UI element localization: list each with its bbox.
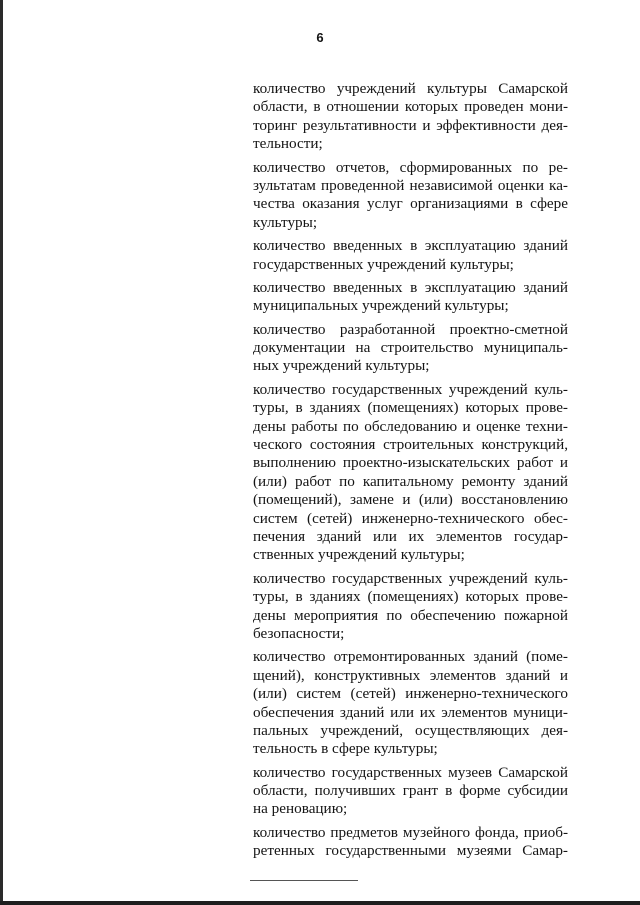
text-line: (помещений), замене и (или) восстановлению [253,491,568,509]
text-line: количество государственных учреждений куль- [253,569,568,587]
text-line: печения зданий или их элементов государ- [253,527,568,545]
text-line: государственных учреждений культуры; [253,255,514,273]
text-line: чества оказания услуг организациями в сфере [253,195,568,213]
text-line: количество государственных музеев Самарской [253,763,568,781]
text-line: систем (сетей) инженерно-технического обес- [253,509,568,527]
text-line: количество государственных учреждений куль- [253,380,568,398]
list-paragraph [253,648,568,758]
text-line: количество предметов музейного фонда, приоб- [253,823,568,841]
text-line: (или) систем (сетей) инженерно-технического [253,685,568,703]
list-paragraph [253,381,568,565]
text-line: количество введенных в эксплуатацию зданий [253,278,568,296]
text-line: количество отремонтированных зданий (поме- [253,648,568,666]
text-line: зультатам проведенной независимой оценки ка- [253,176,568,194]
text-line: выполнению проектно-изыскательских работ и [253,454,568,472]
text-line: культуры; [253,213,318,231]
text-line: тельности; [253,135,323,153]
text-line: безопасности; [253,624,345,642]
text-line: пальных учреждений, осуществляющих дея- [253,721,568,739]
text-line: тельность в сфере культуры; [253,740,438,758]
list-paragraph [253,279,568,316]
list-paragraph [253,159,568,233]
text-column [253,80,568,866]
scan-edge-bottom [0,901,640,905]
text-line: туры, в зданиях (помещениях) которых прове- [253,399,568,417]
list-paragraph [253,824,568,861]
text-line: дены мероприятия по обеспечению пожарной [253,606,568,624]
list-paragraph [253,764,568,819]
text-line: обеспечения зданий или их элементов муници- [253,703,568,721]
text-line: ных учреждений культуры; [253,357,430,375]
footer-rule [250,880,358,881]
text-line: торинг результативности и эффективности дея- [253,116,568,134]
text-line: щений), конструктивных элементов зданий и [253,666,568,684]
text-line: муниципальных учреждений культуры; [253,297,509,315]
scan-edge-left [0,0,3,905]
text-line: количество учреждений культуры Самарской [253,80,568,97]
text-line: документации на строительство муниципаль- [253,339,568,357]
text-line: туры, в зданиях (помещениях) которых прове- [253,588,568,606]
page-number: 6 [316,30,324,45]
text-line: количество разработанной проектно-сметной [253,320,568,338]
text-line: на реновацию; [253,800,348,818]
text-line: (или) работ по капитальному ремонту зданий [253,472,568,490]
list-paragraph [253,237,568,274]
text-line: ческого состояния строительных конструкций, [253,436,568,454]
list-paragraph [253,80,568,154]
text-line: области, получивших грант в форме субсидии [253,782,568,800]
text-line: области, в отношении которых проведен мони- [253,98,568,116]
list-paragraph [253,570,568,644]
list-paragraph [253,321,568,376]
text-line: количество введенных в эксплуатацию зданий [253,237,568,255]
text-line: ретенных государственными музеями Самар- [253,842,568,860]
text-line: ственных учреждений культуры; [253,546,465,564]
text-line: дены работы по обследованию и оценке техни- [253,417,568,435]
text-line: количество отчетов, сформированных по ре- [253,158,568,176]
